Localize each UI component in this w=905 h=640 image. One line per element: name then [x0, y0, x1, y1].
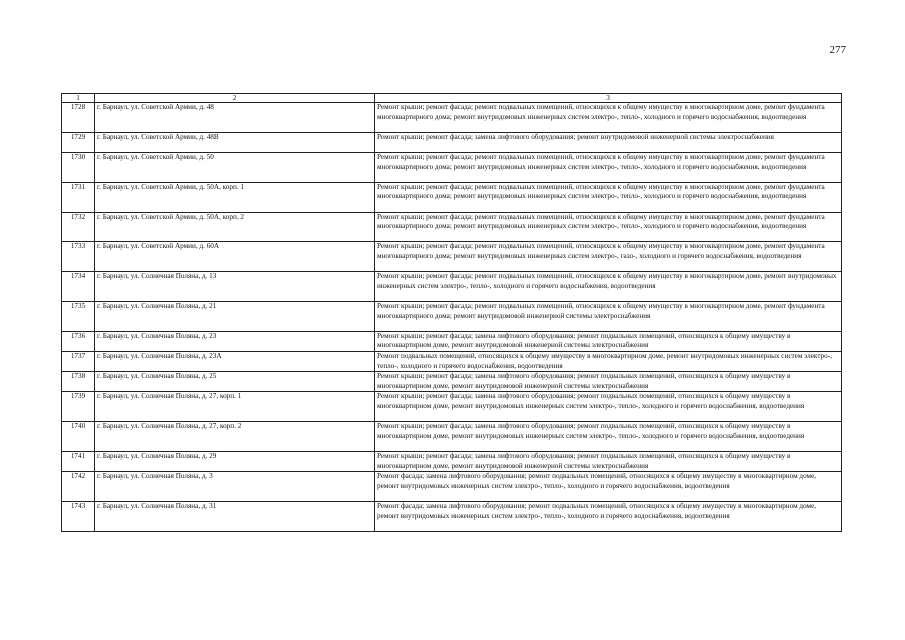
row-address: г. Барнаул, ул. Солнечная Поляна, д. 25	[95, 372, 375, 392]
row-number: 1737	[62, 351, 95, 371]
row-number: 1728	[62, 103, 95, 133]
row-number: 1741	[62, 451, 95, 471]
table-row	[62, 242, 842, 272]
row-works: Ремонт крыши; ремонт фасада; замена лифтового оборудования; ремонт подвальных помещений, относящихся к общему имуществу в многоквартирном доме, ремонт внутридомовой инженерной системы электроснабжения	[375, 372, 842, 392]
row-number: 1743	[62, 501, 95, 531]
row-number: 1732	[62, 212, 95, 242]
row-number: 1740	[62, 422, 95, 452]
row-works: Ремонт крыши; ремонт фасада; ремонт подвальных помещений, относящихся к общему имуществу в многоквартирном доме, ремонт фундамента многоквартирного дома; ремонт внутридомовых инженерных систем электро-, тепло-, холодного и горячего водоснабжения, водоотведения	[375, 182, 842, 212]
row-address: г. Барнаул, ул. Солнечная Поляна, д. 23А	[95, 351, 375, 371]
table-header-row	[62, 94, 842, 103]
row-works: Ремонт крыши; ремонт фасада; ремонт подвальных помещений, относящихся к общему имуществу в многоквартирном доме, ремонт внутридомовых инженерных систем электро-, тепло-, холодного и горячего водоснабжения, водоотведения	[375, 272, 842, 302]
row-address: г. Барнаул, ул. Солнечная Поляна, д. 27, корп. 2	[95, 422, 375, 452]
row-address: г. Барнаул, ул. Советской Армии, д. 50А, корп. 2	[95, 212, 375, 242]
row-works: Ремонт крыши; ремонт фасада; ремонт подвальных помещений, относящихся к общему имуществу в многоквартирном доме, ремонт фундамента многоквартирного дома; ремонт внутридомовой инженерной системы электроснабжения	[375, 301, 842, 331]
table-row	[62, 351, 842, 371]
row-number: 1734	[62, 272, 95, 302]
row-address: г. Барнаул, ул. Советской Армии, д. 50	[95, 152, 375, 182]
row-address: г. Барнаул, ул. Солнечная Поляна, д. 29	[95, 451, 375, 471]
page-number: 277	[829, 44, 846, 56]
row-number: 1735	[62, 301, 95, 331]
table-row	[62, 301, 842, 331]
table-row	[62, 472, 842, 502]
table-row	[62, 422, 842, 452]
table-row	[62, 451, 842, 471]
table-row	[62, 103, 842, 133]
table-row	[62, 372, 842, 392]
row-address: г. Барнаул, ул. Солнечная Поляна, д. 13	[95, 272, 375, 302]
row-works: Ремонт крыши; ремонт фасада; ремонт подвальных помещений, относящихся к общему имуществу в многоквартирном доме, ремонт фундамента многоквартирного дома; ремонт внутридомовых инженерных систем электро-, газо-, холодного и горячего водоснабжения, водоотведения	[375, 242, 842, 272]
row-works: Ремонт крыши; ремонт фасада; замена лифтового оборудования; ремонт внутридомовой инженерной системы электроснабжения	[375, 132, 842, 152]
table-row	[62, 272, 842, 302]
row-address: г. Барнаул, ул. Солнечная Поляна, д. 27, корп. 1	[95, 392, 375, 422]
row-address: г. Барнаул, ул. Советской Армии, д. 48	[95, 103, 375, 133]
row-address: г. Барнаул, ул. Солнечная Поляна, д. 23	[95, 331, 375, 351]
table-row	[62, 501, 842, 531]
row-works: Ремонт фасада; замена лифтового оборудования; ремонт подвальных помещений, относящихся к общему имуществу в многоквартирном доме, ремонт внутридомовых инженерных систем электро-, тепло-, холодного и горячего водоснабжения, водоотведения	[375, 501, 842, 531]
repair-registry-table	[61, 93, 842, 532]
row-number: 1729	[62, 132, 95, 152]
row-works: Ремонт крыши; ремонт фасада; ремонт подвальных помещений, относящихся к общему имуществу в многоквартирном доме, ремонт фундамента многоквартирного дома; ремонт внутридомовых инженерных систем электро-, тепло-, холодного и горячего водоснабжения, водоотведения	[375, 212, 842, 242]
row-works: Ремонт крыши; ремонт фасада; замена лифтового оборудования; ремонт подвальных помещений, относящихся к общему имуществу в многоквартирном доме, ремонт внутридомовой инженерной системы электроснабжения	[375, 451, 842, 471]
row-number: 1730	[62, 152, 95, 182]
row-number: 1731	[62, 182, 95, 212]
row-number: 1739	[62, 392, 95, 422]
header-col-address: 2	[95, 94, 375, 103]
row-address: г. Барнаул, ул. Советской Армии, д. 50А, корп. 1	[95, 182, 375, 212]
table-row	[62, 182, 842, 212]
table-row	[62, 392, 842, 422]
row-number: 1742	[62, 472, 95, 502]
table-row	[62, 331, 842, 351]
row-address: г. Барнаул, ул. Солнечная Поляна, д. 31	[95, 501, 375, 531]
header-col-works: 3	[375, 94, 842, 103]
row-number: 1733	[62, 242, 95, 272]
table-row	[62, 132, 842, 152]
row-number: 1738	[62, 372, 95, 392]
row-address: г. Барнаул, ул. Солнечная Поляна, д. 3	[95, 472, 375, 502]
row-works: Ремонт крыши; ремонт фасада; замена лифтового оборудования; ремонт подвальных помещений, относящихся к общему имуществу в многоквартирном доме, ремонт внутридомовой инженерной системы электроснабжения	[375, 331, 842, 351]
row-address: г. Барнаул, ул. Солнечная Поляна, д. 21	[95, 301, 375, 331]
row-works: Ремонт крыши; ремонт фасада; замена лифтового оборудования; ремонт подвальных помещений, относящихся к общему имуществу в многоквартирном доме, ремонт внутридомовых инженерных систем электро-, тепло-, холодного и горячего водоснабжения, водоотведения	[375, 392, 842, 422]
table-row	[62, 212, 842, 242]
header-col-number: 1	[62, 94, 95, 103]
row-works: Ремонт подвальных помещений, относящихся к общему имуществу в многоквартирном доме, ремонт внутридомовых инженерных систем электро-, тепло-, холодного и горячего водоснабжения, водоотведения	[375, 351, 842, 371]
row-works: Ремонт крыши; ремонт фасада; ремонт подвальных помещений, относящихся к общему имуществу в многоквартирном доме, ремонт фундамента многоквартирного дома; ремонт внутридомовых инженерных систем электро-, тепло-, холодного и горячего водоснабжения, водоотведения	[375, 103, 842, 133]
row-address: г. Барнаул, ул. Советской Армии, д. 48В	[95, 132, 375, 152]
row-address: г. Барнаул, ул. Советской Армии, д. 60А	[95, 242, 375, 272]
row-works: Ремонт крыши; ремонт фасада; замена лифтового оборудования; ремонт подвальных помещений, относящихся к общему имуществу в многоквартирном доме, ремонт внутридомовых инженерных систем электро-, тепло-, холодного и горячего водоснабжения, водоотведения	[375, 422, 842, 452]
row-works: Ремонт крыши; ремонт фасада; ремонт подвальных помещений, относящихся к общему имуществу в многоквартирном доме, ремонт фундамента многоквартирного дома; ремонт внутридомовых инженерных систем электро-, тепло-, холодного и горячего водоснабжения, водоотведения	[375, 152, 842, 182]
row-works: Ремонт фасада; замена лифтового оборудования; ремонт подвальных помещений, относящихся к общему имуществу в многоквартирном доме, ремонт внутридомовых инженерных систем электро-, тепло-, холодного и горячего водоснабжения, водоотведения	[375, 472, 842, 502]
row-number: 1736	[62, 331, 95, 351]
table-row	[62, 152, 842, 182]
